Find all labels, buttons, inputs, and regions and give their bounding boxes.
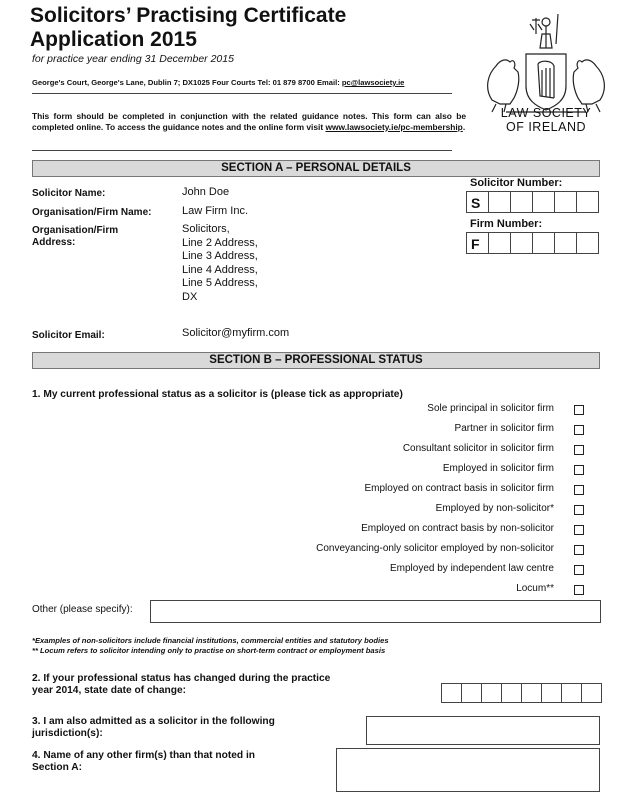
solicitor-number-boxes[interactable] xyxy=(466,191,598,215)
address-label-line-1: Organisation/Firm xyxy=(32,225,119,236)
jurisdictions-input[interactable] xyxy=(366,716,600,745)
intro-divider xyxy=(32,150,452,151)
question-4-line-1: 4. Name of any other firm(s) than that noted in xyxy=(32,750,256,761)
logo-line-2: OF IRELAND xyxy=(505,120,586,134)
other-label: Other (please specify): xyxy=(32,604,133,615)
digit-box[interactable] xyxy=(488,191,511,213)
option-checkbox[interactable] xyxy=(574,505,584,515)
address-line: Line 4 Address, xyxy=(182,263,258,276)
guidance-link[interactable]: www.lawsociety.ie/pc-membership xyxy=(325,121,463,132)
date-digit-box[interactable] xyxy=(541,683,562,703)
digit-box[interactable] xyxy=(576,232,599,254)
logo-line-1: LAW SOCIETY xyxy=(500,106,592,120)
option-checkbox[interactable] xyxy=(574,485,584,495)
date-digit-box[interactable] xyxy=(521,683,542,703)
address-line: DX xyxy=(182,290,198,303)
address-line: Solicitors, xyxy=(182,223,230,235)
date-digit-box[interactable] xyxy=(501,683,522,703)
address-value[interactable] xyxy=(182,223,258,305)
solicitor-number-prefix: S xyxy=(466,191,489,213)
digit-box[interactable] xyxy=(554,191,577,213)
option-label: Employed in solicitor firm xyxy=(442,463,554,474)
address-label-line-2: Address: xyxy=(32,237,76,248)
page-title xyxy=(30,4,450,52)
firm-name-label: Organisation/Firm Name: xyxy=(32,207,152,218)
solicitor-number-label: Solicitor Number: xyxy=(470,177,563,189)
date-digit-box[interactable] xyxy=(441,683,462,703)
subtitle: for practice year ending 31 December 2015 xyxy=(32,53,234,65)
option-checkbox[interactable] xyxy=(574,405,584,415)
contact-email-link[interactable]: pc@lawsociety.ie xyxy=(341,78,405,87)
other-firms-input[interactable] xyxy=(336,748,600,792)
digit-box[interactable] xyxy=(554,232,577,254)
date-digit-box[interactable] xyxy=(481,683,502,703)
question-1: 1. My current professional status as a solicitor is (please tick as appropriate) xyxy=(32,389,403,400)
firm-number-label: Firm Number: xyxy=(470,218,543,230)
option-checkbox[interactable] xyxy=(574,445,584,455)
option-label: Locum** xyxy=(516,583,554,594)
digit-box[interactable] xyxy=(532,232,555,254)
other-input[interactable] xyxy=(150,600,601,623)
option-checkbox[interactable] xyxy=(574,585,584,595)
address-label xyxy=(32,225,118,249)
option-checkbox[interactable] xyxy=(574,465,584,475)
date-digit-box[interactable] xyxy=(561,683,582,703)
address-line: Line 3 Address, xyxy=(182,250,258,263)
question-3-line-2: jurisdiction(s): xyxy=(32,728,103,739)
option-label: Employed on contract basis by non-solicitor xyxy=(361,523,554,534)
header-divider xyxy=(32,93,452,94)
title-line-1: Solicitors’ Practising Certificate xyxy=(30,4,347,27)
address-line: Line 5 Address, xyxy=(182,277,258,290)
date-digit-box[interactable] xyxy=(581,683,602,703)
digit-box[interactable] xyxy=(488,232,511,254)
title-line-2: Application 2015 xyxy=(30,28,197,51)
change-date-boxes[interactable] xyxy=(441,683,601,703)
footnote-non-solicitors: *Examples of non-solicitors include financial institutions, commercial entities and statutory bodies xyxy=(32,636,389,645)
question-4-line-2: Section A: xyxy=(32,762,82,773)
option-label: Consultant solicitor in solicitor firm xyxy=(402,443,554,454)
option-label: Sole principal in solicitor firm xyxy=(427,403,554,414)
question-4 xyxy=(32,750,332,774)
firm-name-value[interactable]: Law Firm Inc. xyxy=(182,205,249,217)
option-label: Partner in solicitor firm xyxy=(454,423,554,434)
option-checkbox[interactable] xyxy=(574,425,584,435)
digit-box[interactable] xyxy=(510,232,533,254)
option-label: Employed by independent law centre xyxy=(390,563,554,574)
solicitor-name-value[interactable]: John Doe xyxy=(182,186,230,198)
solicitor-name-label: Solicitor Name: xyxy=(32,188,106,199)
question-2-line-2: year 2014, state date of change: xyxy=(32,685,187,696)
option-checkbox[interactable] xyxy=(574,525,584,535)
firm-number-boxes[interactable] xyxy=(466,232,598,256)
email-label: Solicitor Email: xyxy=(32,330,105,341)
question-3-line-1: 3. I am also admitted as a solicitor in the following xyxy=(32,716,275,727)
digit-box[interactable] xyxy=(510,191,533,213)
digit-box[interactable] xyxy=(576,191,599,213)
contact-text: George's Court, George's Lane, Dublin 7; DX1025 Four Courts Tel: 01 879 8700 Email: xyxy=(32,78,342,87)
question-2-line-1: 2. If your professional status has changed during the practice xyxy=(32,673,331,684)
contact-line xyxy=(32,78,404,87)
option-label: Employed on contract basis in solicitor firm xyxy=(364,483,554,494)
option-checkbox[interactable] xyxy=(574,545,584,555)
section-a-header: SECTION A – PERSONAL DETAILS xyxy=(32,160,600,177)
firm-number-prefix: F xyxy=(466,232,489,254)
date-digit-box[interactable] xyxy=(461,683,482,703)
option-label: Employed by non-solicitor* xyxy=(435,503,554,514)
intro-text xyxy=(32,111,466,132)
option-checkbox[interactable] xyxy=(574,565,584,575)
question-2 xyxy=(32,673,330,697)
logo-text xyxy=(470,106,622,134)
intro-body: This form should be completed in conjunction with the related guidance notes. This form can also be completed online. To access the guidance notes and the online form visit xyxy=(32,111,466,132)
section-b-header: SECTION B – PROFESSIONAL STATUS xyxy=(32,352,600,369)
address-line: Line 2 Address, xyxy=(182,236,258,249)
footnote-locum: ** Locum refers to solicitor intending only to practise on short-term contract or employment basis xyxy=(32,646,386,655)
intro-end: . xyxy=(462,121,466,132)
digit-box[interactable] xyxy=(532,191,555,213)
question-3 xyxy=(32,716,275,740)
email-value[interactable]: Solicitor@myfirm.com xyxy=(182,327,290,339)
option-label: Conveyancing-only solicitor employed by non-solicitor xyxy=(316,543,554,554)
